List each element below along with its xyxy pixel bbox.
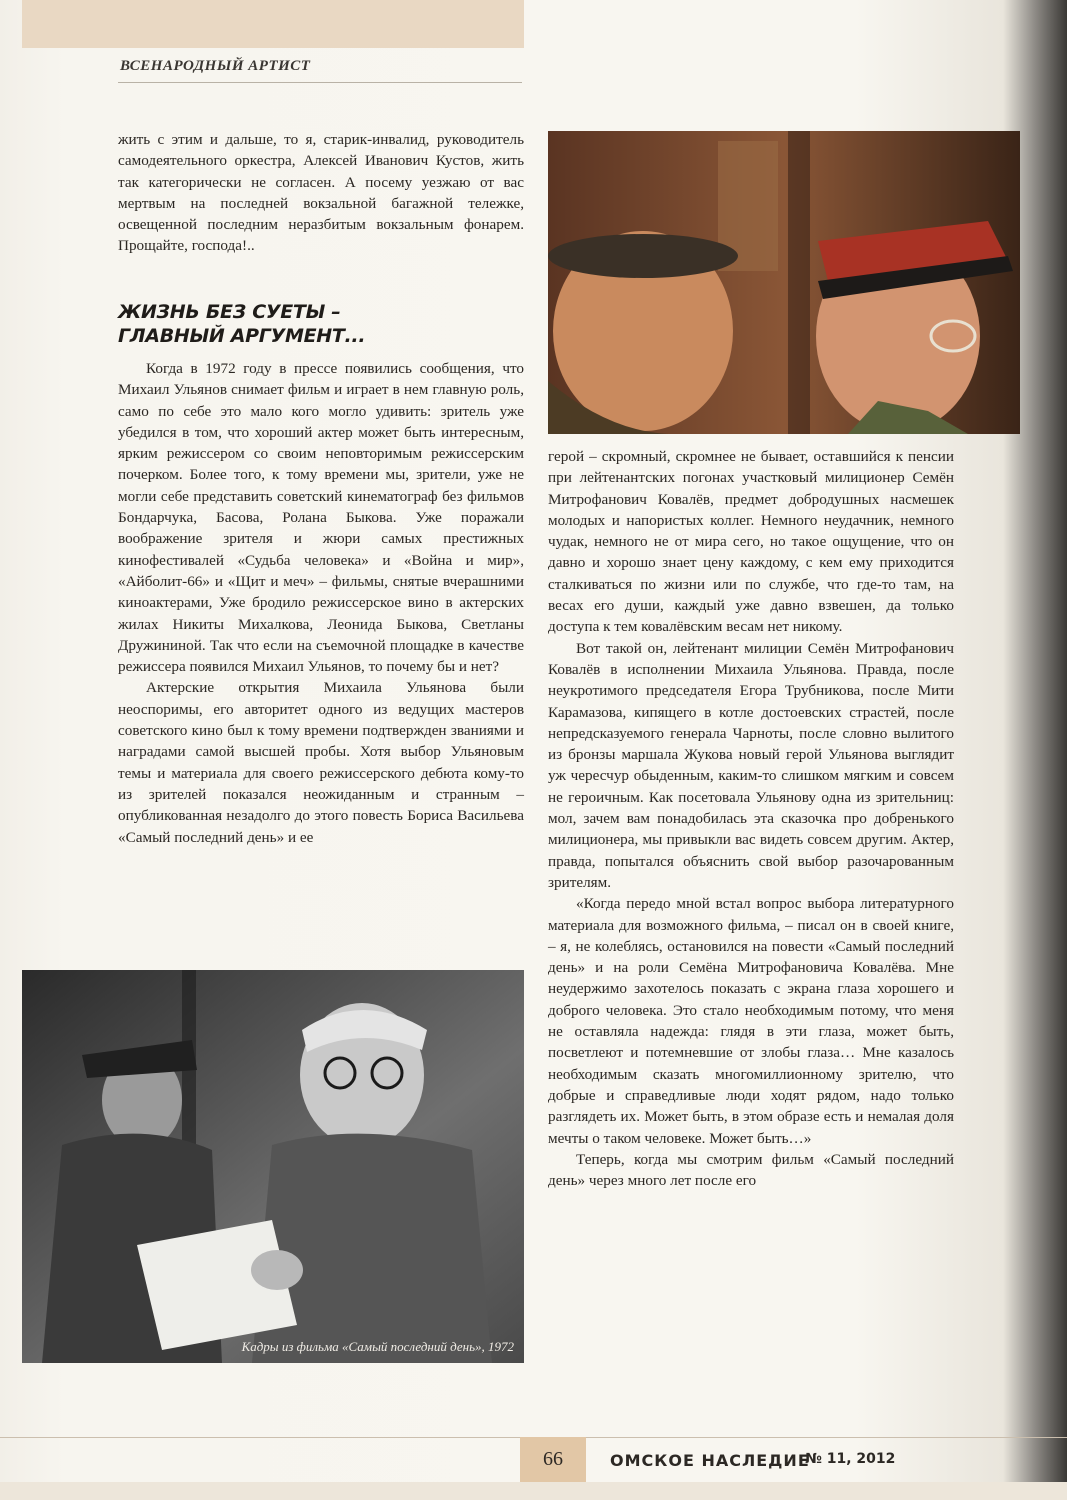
- section-heading: [118, 300, 524, 348]
- right-paragraph: герой – скромный, скромнее не бывает, оставшийся к пенсии при лейтенантских погонах участковый милиционер Семён Митрофанович Ковалёв, предмет добродушных насмешек молодых и напористых коллег. Немного неудачник, немного чудак, немного не от мира сего, но такое ощущение, что он давно и хорошо знает цену каждому, с кем ему приходится сталкиваться по жизни или по службе, что где-то там, на весах его души, каждый уже давно взвешен, да только доступа к тем ковалёвским весам нет никому.: [548, 448, 954, 636]
- intro-paragraph: жить с этим и дальше, то я, старик-инвалид, руководитель самодеятельного оркестра, Алексей Иванович Кустов, жить так категорически не согласен. А посему уезжаю от вас мертвым на последней вокзальной багажной тележке, освещенной последним неразбитым вокзальным фонарем. Прощайте, господа!..: [118, 131, 524, 255]
- header-band: [22, 0, 524, 48]
- magazine-title: ОМСКОЕ НАСЛЕДИЕ: [610, 1451, 810, 1470]
- section-heading-line-2: ГЛАВНЫЙ АРГУМЕНТ...: [118, 325, 366, 347]
- left-column: [118, 358, 524, 848]
- header-rule: [118, 82, 522, 83]
- left-paragraph: Актерские открытия Михаила Ульянова были неоспоримы, его авторитет одного из ведущих мастеров советского кино был к тому времени подтвержден званиями и наградами самой высшей пробы. Хотя выбор Ульяновым темы и материала для своего режиссерского дебюта кому-то из зрителей показался неожиданным и странным – опубликованная незадолго до этого повесть Бориса Васильева «Самый последний день» и ее: [118, 679, 524, 846]
- issue-number: № 11, 2012: [805, 1451, 896, 1467]
- right-paragraph: «Когда передо мной встал вопрос выбора литературного материала для возможного фильма, – писал он в своей книге, – я, не колеблясь, остановился на повести «Самый последний день» и на роли Семёна Митрофановича Ковалёва. Мне неудержимо захотелось показать с экрана глаза хорошего и доброго человека. Это стало необходимым потому, что меня не оставляла надежда: глядя в эти глаза, может быть, посветлеют и потемневшие от злобы глаза… Мне казалось необходимым сказать многомиллионному зрителю, что добрые и справедливые люди ходят рядом, надо только разглядеть их. Может быть, в этом образе есть и немалая доля мечты о таком человеке. Может быть…»: [548, 895, 954, 1147]
- right-paragraph: Теперь, когда мы смотрим фильм «Самый последний день» через много лет после его: [548, 1150, 954, 1190]
- section-heading-line-1: ЖИЗНЬ БЕЗ СУЕТЫ –: [118, 301, 341, 323]
- page-number: 66: [543, 1448, 563, 1470]
- right-paragraph: Вот такой он, лейтенант милиции Семён Митрофанович Ковалёв в исполнении Михаила Ульянова. Правда, после неукротимого председателя Егора Трубникова, после Мити Карамазова, кипящего в котле достоевских страстей, после непредсказуемого генерала Чарноты, после словно вылитого из бронзы маршала Жукова новый герой Ульянова выглядит уж чересчур обыденным, каким-то слишком мягким и совсем не героичным. Как посетовала Ульянову одна из зрительниц: мол, зачем вам понадобилась эта сказочка про добренького милиционера, мы привыкли вас видеть совсем другим. Актер, правда, попытался объяснить свой выбор разочарованным зрителям.: [548, 639, 954, 891]
- film-still-color-photo: [548, 131, 1020, 434]
- footer-band: [0, 1482, 1067, 1500]
- film-still-bw-photo: [22, 970, 524, 1363]
- photo-caption: Кадры из фильма «Самый последний день», 1972: [241, 1339, 514, 1354]
- left-paragraph: Когда в 1972 году в прессе появились сообщения, что Михаил Ульянов снимает фильм и играет в нем главную роль, само по себе это мало кого могло удивить: зритель уже убедился в том, что хороший актер может быть интересным, ярким режиссером со своим неповторимым режиссерским почерком. Более того, к тому времени мы, зрители, уже не могли себе представить советский кинематограф без фильмов Бондарчука, Басова, Ролана Быкова. Уже поражали воображение зрителя и жюри самых престижных кинофестивалей «Судьба человека» и «Война и мир», «Айболит-66» и «Щит и меч» – фильмы, снятые вчерашними киноактерами, Уже бродило режиссерское вино в актерских жилах Никиты Михалкова, Леонида Быкова, Светланы Дружининой. Так что если на съемочной площадке в качестве режиссера появился Михаил Ульянов, то почему бы и нет?: [118, 360, 524, 676]
- right-column: [548, 446, 954, 1191]
- film-still-bw-illustration: [22, 970, 524, 1363]
- running-head: ВСЕНАРОДНЫЙ АРТИСТ: [120, 58, 311, 74]
- intro-text-block: [118, 129, 524, 257]
- film-still-color-illustration: [548, 131, 1020, 434]
